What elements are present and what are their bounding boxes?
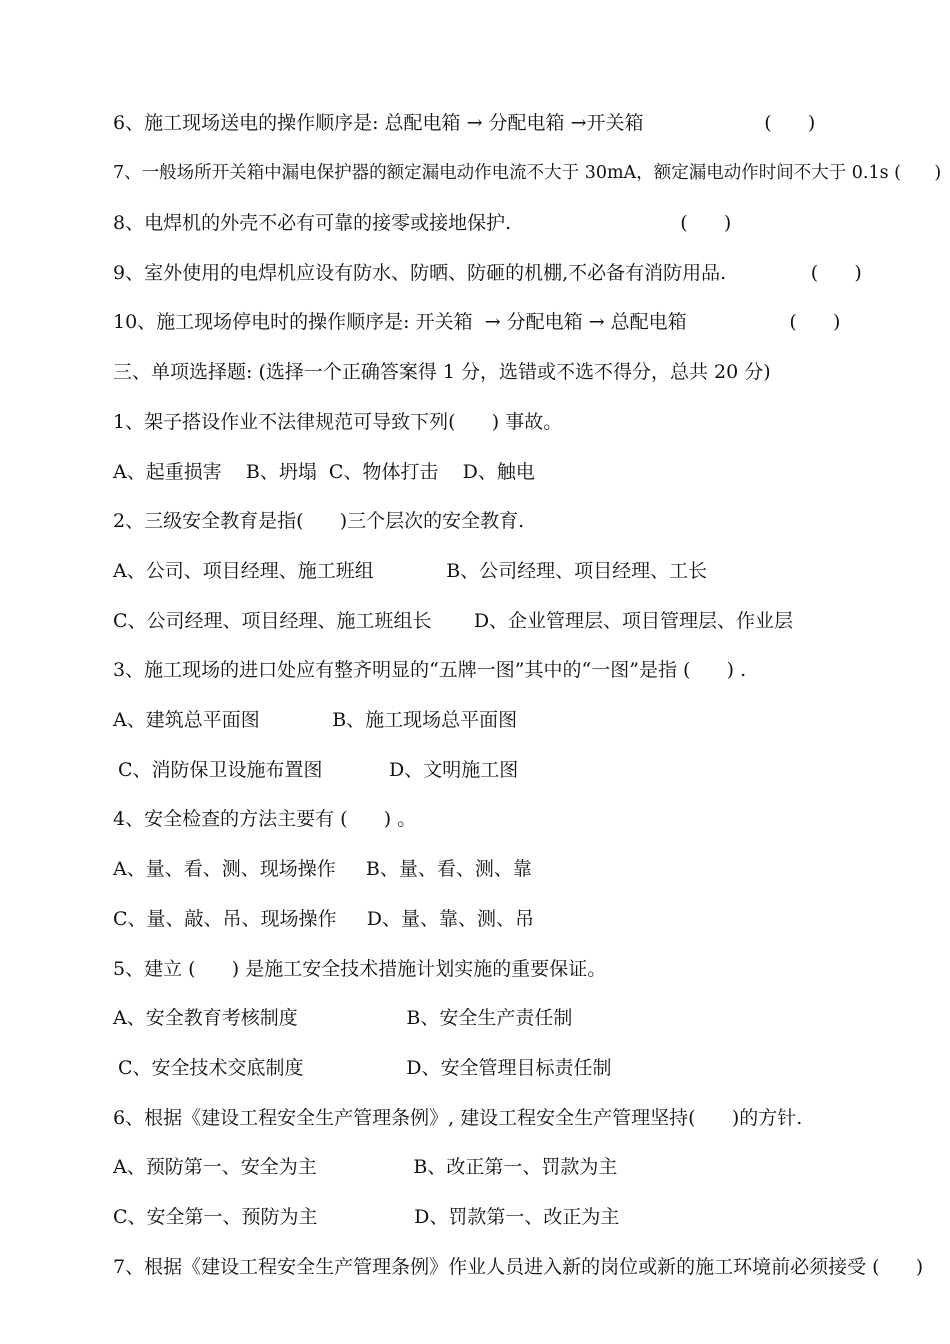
choice-question-1-options: A、起重损害 B、坍塌 C、物体打击 D、触电: [113, 461, 535, 483]
choice-question-4-options-cd: C、量、敲、吊、现场操作 D、量、靠、测、吊: [113, 908, 534, 930]
choice-question-6-options-ab: A、预防第一、安全为主 B、改正第一、罚款为主: [113, 1156, 618, 1178]
choice-question-5: 5、建立 ( ) 是施工安全技术措施计划实施的重要保证。: [113, 958, 607, 980]
choice-question-7: 7、根据《建设工程安全生产管理条例》作业人员进入新的岗位或新的施工环境前必须接受 ( ): [113, 1256, 924, 1278]
section-heading-single-choice: 三、单项选择题: (选择一个正确答案得 1 分，选错或不选不得分，总共 20 分): [113, 361, 771, 383]
choice-question-3-options-cd: C、消防保卫设施布置图 D、文明施工图: [118, 759, 519, 781]
choice-question-3-options-ab: A、建筑总平面图 B、施工现场总平面图: [113, 709, 518, 731]
judgement-question-6: 6、施工现场送电的操作顺序是: 总配电箱 → 分配电箱 →开关箱 ( ): [113, 112, 816, 134]
choice-question-2: 2、三级安全教育是指( )三个层次的安全教育.: [113, 510, 525, 532]
judgement-question-7: 7、一般场所开关箱中漏电保护器的额定漏电动作电流不大于 30mA，额定漏电动作时间不大于 0.1s ( ): [113, 163, 942, 183]
choice-question-1: 1、架子搭设作业不法律规范可导致下列( ) 事故。: [113, 411, 563, 433]
choice-question-2-options-cd: C、公司经理、项目经理、施工班组长 D、企业管理层、项目管理层、作业层: [113, 610, 794, 632]
choice-question-6-options-cd: C、安全第一、预防为主 D、罚款第一、改正为主: [113, 1206, 620, 1228]
choice-question-5-options-ab: A、安全教育考核制度 B、安全生产责任制: [113, 1007, 573, 1029]
judgement-question-9: 9、室外使用的电焊机应设有防水、防晒、防砸的机棚,不必备有消防用品. ( ): [113, 262, 862, 284]
judgement-question-8: 8、电焊机的外壳不必有可靠的接零或接地保护. ( ): [113, 212, 732, 234]
judgement-question-10: 10、施工现场停电时的操作顺序是: 开关箱 → 分配电箱 → 总配电箱 ( ): [113, 311, 841, 333]
choice-question-3: 3、施工现场的进口处应有整齐明显的“五牌一图”其中的“一图”是指 ( ) .: [113, 659, 747, 681]
choice-question-5-options-cd: C、安全技术交底制度 D、安全管理目标责任制: [118, 1057, 612, 1079]
choice-question-4: 4、安全检查的方法主要有 ( ) 。: [113, 808, 417, 830]
choice-question-4-options-ab: A、量、看、测、现场操作 B、量、看、测、靠: [113, 858, 532, 880]
choice-question-2-options-ab: A、公司、项目经理、施工班组 B、公司经理、项目经理、工长: [113, 560, 708, 582]
choice-question-6: 6、根据《建设工程安全生产管理条例》, 建设工程安全生产管理坚持( )的方针.: [113, 1107, 803, 1129]
